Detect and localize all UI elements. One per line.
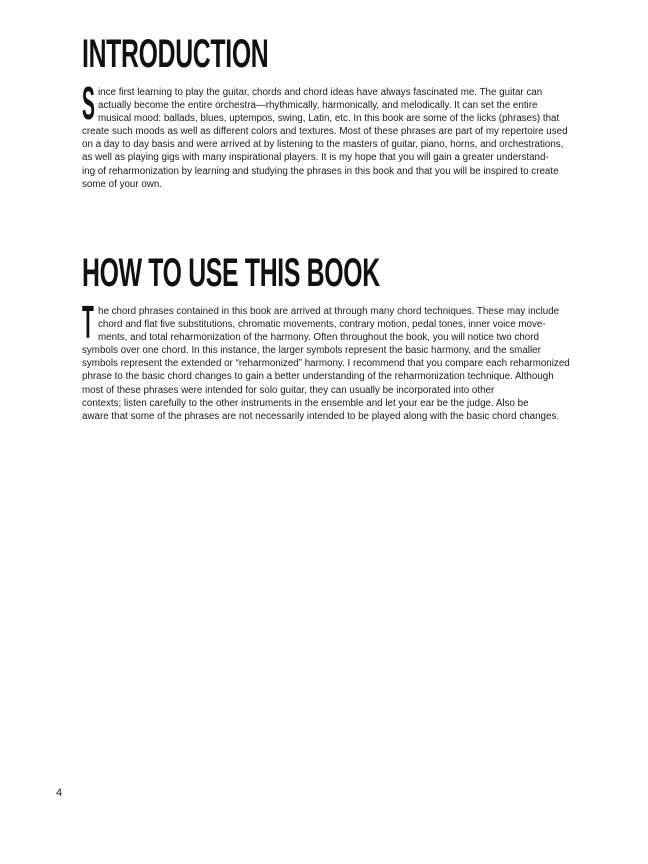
text-line: musical mood: ballads, blues, uptempos, swing, Latin, etc. In this book are some of the licks (phrases) that: [98, 113, 560, 125]
how-to-use-body: [82, 296, 572, 423]
text-line: actually become the entire orchestra—rhythmically, harmonically, and melodically. It can set the entire: [98, 100, 538, 112]
text-line: chord and flat five substitutions, chromatic movements, contrary motion, pedal tones, inner voice move-: [98, 319, 546, 331]
text-line: as well as playing gigs with many inspirational players. It is my hope that you will gain a greater understand-: [82, 152, 549, 164]
text-line: ince first learning to play the guitar, chords and chord ideas have always fascinated me. The guitar can: [98, 87, 543, 98]
text-line: on a day to day basis and were arrived at by listening to the masters of guitar, piano, horns, and orchestrations,: [82, 139, 564, 151]
drop-cap: T: [82, 296, 94, 348]
text-line: symbols over one chord. In this instance, the larger symbols represent the basic harmony, and the smaller: [82, 345, 541, 357]
page-number: 4: [56, 787, 63, 799]
text-line: symbols represent the extended or “reharmonized” harmony. I recommend that you compare each reharmonized: [82, 358, 570, 370]
text-line: some of your own.: [82, 178, 163, 190]
text-line: aware that some of the phrases are not necessarily intended to be played along with the basic chord changes.: [82, 410, 560, 422]
text-line: ing of reharmonization by learning and studying the phrases in this book and that you will be inspired to create: [82, 165, 559, 177]
drop-cap: S: [82, 77, 95, 129]
text-line: most of these phrases were intended for solo guitar, they can usually be incorporated into other: [82, 384, 495, 396]
introduction-body: [82, 77, 572, 191]
section-title-how-to-use: HOW TO USE THIS BOOK: [82, 251, 380, 295]
text-line: create such moods as well as different colors and textures. Most of these phrases are part of my repertoire used: [82, 126, 568, 138]
text-line: he chord phrases contained in this book are arrived at through many chord techniques. These may include: [98, 306, 560, 317]
text-line: contexts; listen carefully to the other instruments in the ensemble and let your ear be the judge. Also be: [82, 397, 529, 409]
text-line: phrase to the basic chord changes to gain a better understanding of the reharmonization technique. Although: [82, 371, 554, 383]
section-title-introduction: INTRODUCTION: [82, 32, 269, 76]
text-line: ments, and total reharmonization of the harmony. Often throughout the book, you will notice two chord: [98, 332, 539, 344]
